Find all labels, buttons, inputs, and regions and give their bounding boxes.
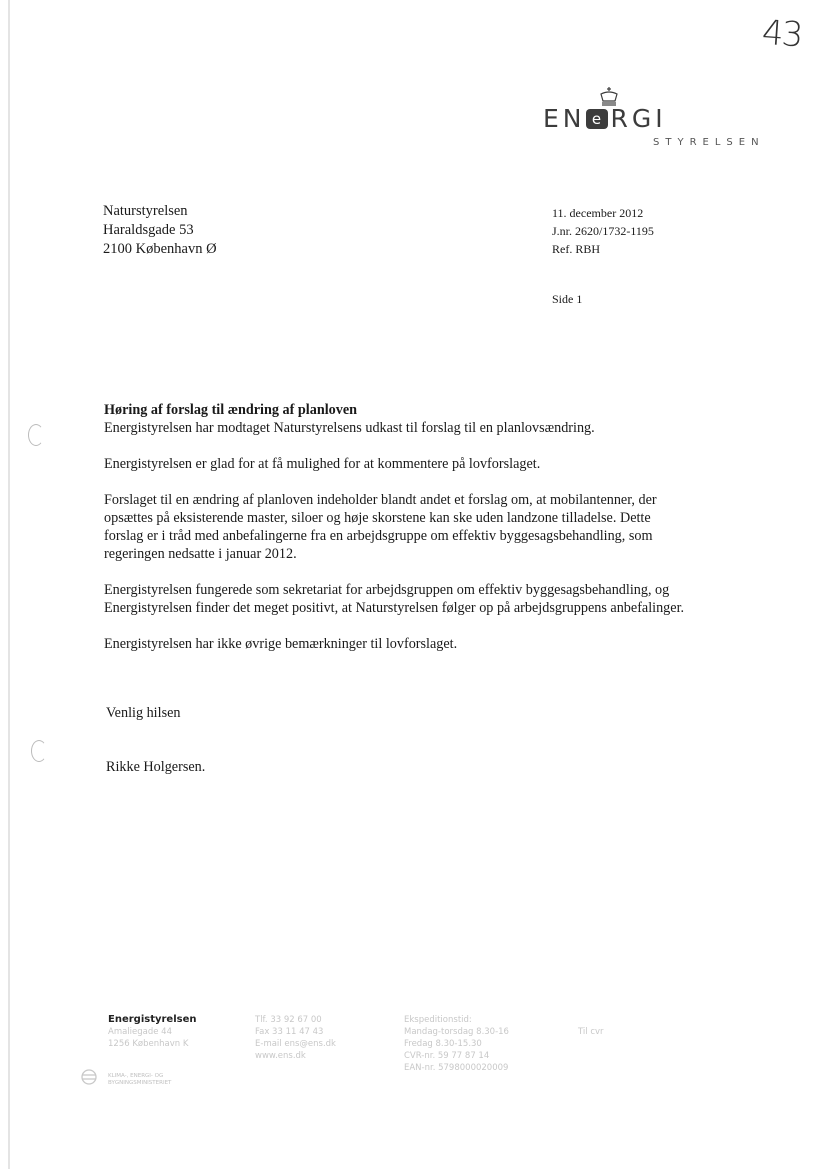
footer-fax: Fax 33 11 47 43 bbox=[255, 1027, 324, 1037]
handwritten-page-number: 43 bbox=[760, 12, 803, 56]
paragraph-4: Energistyrelsen fungerede som sekretariat for arbejdsgruppen om effektiv byggesagsbehandling, og Energistyrelsen finder det meget positivt, at Naturstyrelsen følger op på arbejdsgruppens anbefalinger. bbox=[104, 582, 685, 616]
footer-web: www.ens.dk bbox=[255, 1051, 306, 1061]
letter-date: 11. december 2012 bbox=[552, 206, 644, 220]
ministry-name-line2: BYGNINGSMINISTERIET bbox=[108, 1080, 172, 1086]
recipient-city: 2100 København Ø bbox=[103, 241, 217, 257]
paragraph-1: Energistyrelsen har modtaget Naturstyrelsens udkast til forslag til en planlovsændring. bbox=[104, 420, 595, 436]
recipient-street: Haraldsgade 53 bbox=[103, 222, 194, 238]
footer-ean: EAN-nr. 5798000020009 bbox=[404, 1063, 509, 1073]
logo-subtitle: STYRELSEN bbox=[653, 137, 765, 148]
recipient-name: Naturstyrelsen bbox=[103, 203, 188, 219]
footer-hours bbox=[404, 1014, 509, 1074]
footer-hours-fri: Fredag 8.30-15.30 bbox=[404, 1039, 482, 1049]
signer-name: Rikke Holgersen. bbox=[106, 759, 206, 775]
recipient-address bbox=[103, 202, 217, 259]
journal-number: J.nr. 2620/1732-1195 bbox=[552, 224, 654, 238]
paragraph-2: Energistyrelsen er glad for at få mulighed for at kommentere på lovforslaget. bbox=[104, 456, 541, 472]
ministry-name-line1: KLIMA-, ENERGI- OG bbox=[108, 1073, 164, 1079]
footer-extra: Til cvr bbox=[578, 1027, 604, 1037]
footer-cvr: CVR-nr. 59 77 87 14 bbox=[404, 1051, 490, 1061]
punch-hole-top bbox=[28, 424, 44, 446]
ministry-name bbox=[108, 1073, 171, 1087]
closing: Venlig hilsen bbox=[106, 705, 181, 721]
punch-hole-bottom bbox=[31, 740, 47, 762]
crown-icon bbox=[597, 86, 621, 106]
logo-e-mark: e bbox=[586, 109, 608, 129]
paragraph-5: Energistyrelsen har ikke øvrige bemærkninger til lovforslaget. bbox=[104, 636, 458, 652]
logo-letters-right: RGI bbox=[610, 104, 667, 133]
page-edge bbox=[8, 0, 10, 1169]
footer-tel: Tlf. 33 92 67 00 bbox=[255, 1015, 322, 1025]
letter-body bbox=[104, 401, 688, 671]
logo-letters-left: EN bbox=[543, 104, 586, 133]
paragraph-3: Forslaget til en ændring af planloven indeholder blandt andet et forslag om, at mobilantenner, der opsættes på eksisterende master, siloer og høje skorstene kan ske uden landzone tilladelse. Dette forslag er i tråd med anbefalingerne fra en arbejdsgruppe om effektiv byggesagsbehandling, som regeringen nedsatte i januar 2012. bbox=[104, 492, 657, 562]
page-number: Side 1 bbox=[552, 292, 583, 306]
logo-wordmark bbox=[543, 104, 667, 134]
reference: Ref. RBH bbox=[552, 242, 600, 256]
footer-contact bbox=[255, 1014, 336, 1062]
footer-hours-mon-thu: Mandag-torsdag 8.30-16 bbox=[404, 1027, 509, 1037]
footer-address bbox=[108, 1014, 197, 1050]
letter-meta bbox=[552, 204, 654, 258]
footer-city: 1256 København K bbox=[108, 1039, 189, 1049]
ministry-emblem-icon bbox=[80, 1068, 98, 1086]
letter-subject: Høring af forslag til ændring af planloven bbox=[104, 402, 358, 418]
footer-email: E-mail ens@ens.dk bbox=[255, 1039, 336, 1049]
footer-org-name: Energistyrelsen bbox=[108, 1014, 197, 1025]
footer-street: Amaliegade 44 bbox=[108, 1027, 173, 1037]
footer-hours-label: Ekspeditionstid: bbox=[404, 1015, 472, 1025]
